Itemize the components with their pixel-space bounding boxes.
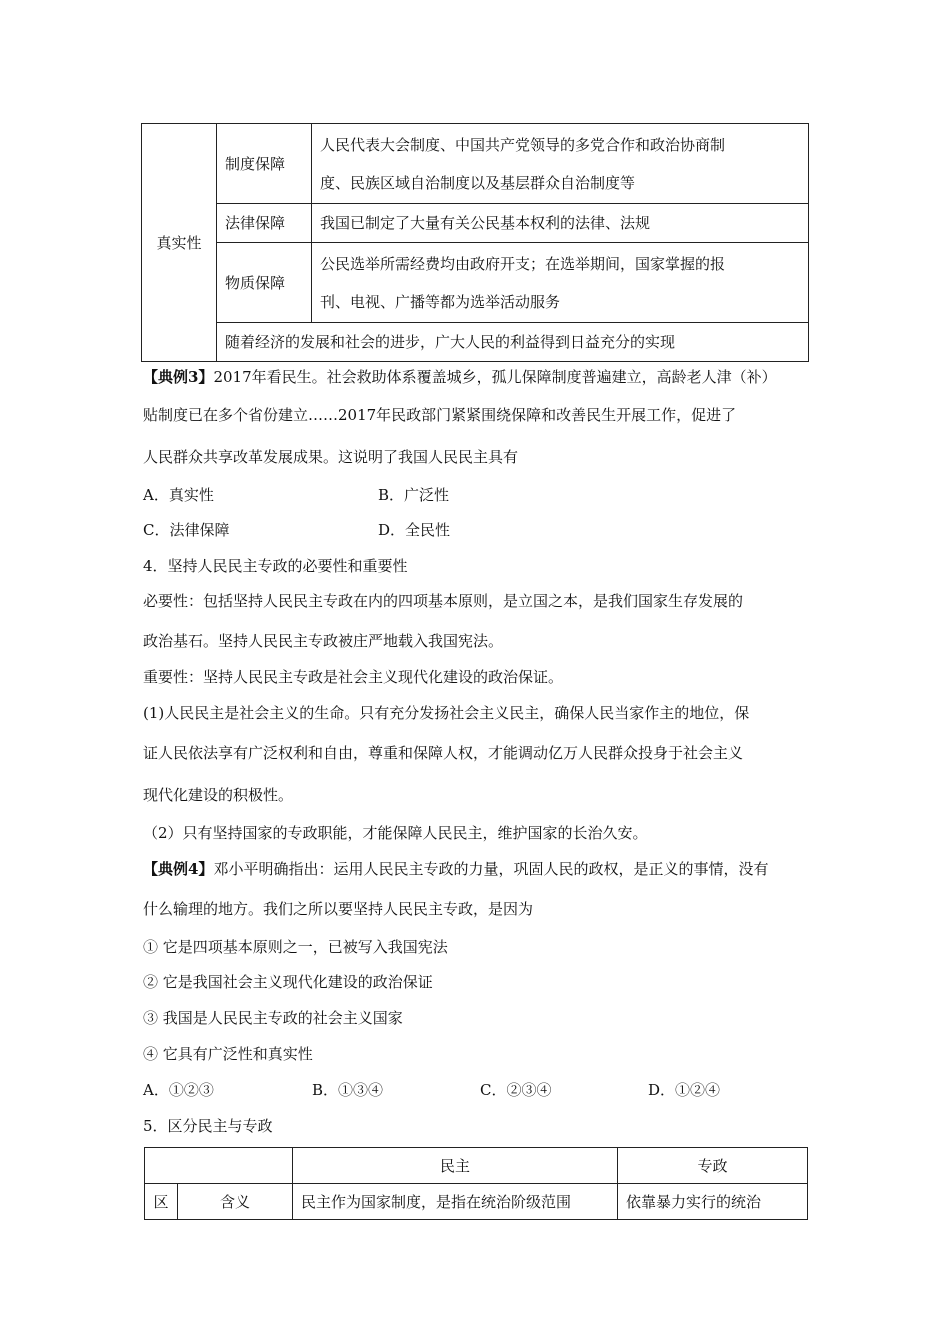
cell-democracy-meaning: 民主作为国家制度，是指在统治阶级范围 (292, 1184, 617, 1220)
example3-tag: 【典例3】 (143, 368, 214, 386)
guarantee-table (141, 123, 809, 362)
row-label-meaning: 含义 (178, 1184, 293, 1220)
content-law: 我国已制定了大量有关公民基本权利的法律、法规 (312, 204, 809, 243)
point1-line1: (1)人民民主是社会主义的生命。只有充分发扬社会主义民主，确保人民当家作主的地位，保 (143, 704, 750, 722)
statement-1: ① 它是四项基本原则之一，已被写入我国宪法 (143, 938, 448, 956)
point1-line3: 现代化建设的积极性。 (143, 786, 294, 804)
example3-option-a: A．真实性 (143, 486, 214, 504)
table-footer: 随着经济的发展和社会的进步，广大人民的利益得到日益充分的实现 (217, 323, 809, 362)
example3-option-c: C．法律保障 (143, 521, 230, 539)
example4-tag: 【典例4】 (143, 860, 214, 878)
row-head-authenticity: 真实性 (142, 124, 217, 362)
section5-title: 5．区分民主与专政 (143, 1117, 273, 1135)
necessity-line2: 政治基石。坚持人民民主专政被庄严地载入我国宪法。 (143, 632, 504, 650)
header-democracy: 民主 (292, 1148, 617, 1184)
row-label-difference: 区 (145, 1184, 178, 1220)
point2-line: （2）只有坚持国家的专政职能，才能保障人民民主，维护国家的长治久安。 (143, 824, 648, 842)
statement-2: ② 它是我国社会主义现代化建设的政治保证 (143, 973, 433, 991)
content-system: 人民代表大会制度、中国共产党领导的多党合作和政治协商制 度、民族区域自治制度以及基层群众自治制度等 (312, 124, 809, 204)
content-material: 公民选举所需经费均由政府开支；在选举期间，国家掌握的报 刊、电视、广播等都为选举活动服务 (312, 243, 809, 323)
empty-header-cell (145, 1148, 293, 1184)
label-law: 法律保障 (217, 204, 312, 243)
statement-4: ④ 它具有广泛性和真实性 (143, 1045, 313, 1063)
example4-option-d: D．①②④ (648, 1081, 721, 1099)
example4-option-c: C．②③④ (480, 1081, 552, 1099)
example3-line1: 【典例3】2017年看民生。社会救助体系覆盖城乡，孤儿保障制度普遍建立，高龄老人津（补） (143, 368, 777, 386)
point1-line2: 证人民依法享有广泛权利和自由，尊重和保障人权，才能调动亿万人民群众投身于社会主义 (143, 744, 744, 762)
example4-line2: 什么输理的地方。我们之所以要坚持人民民主专政，是因为 (143, 900, 534, 918)
statement-3: ③ 我国是人民民主专政的社会主义国家 (143, 1009, 403, 1027)
example4-option-a: A．①②③ (143, 1081, 214, 1099)
example3-option-d: D．全民性 (378, 521, 451, 539)
example3-line2: 贴制度已在多个省份建立……2017年民政部门紧紧围绕保障和改善民生开展工作，促进了 (143, 406, 737, 424)
label-system: 制度保障 (217, 124, 312, 204)
example4-option-b: B．①③④ (312, 1081, 384, 1099)
necessity-line1: 必要性：包括坚持人民民主专政在内的四项基本原则，是立国之本，是我们国家生存发展的 (143, 592, 744, 610)
section4-title: 4．坚持人民民主专政的必要性和重要性 (143, 557, 408, 575)
importance-line: 重要性：坚持人民民主专政是社会主义现代化建设的政治保证。 (143, 668, 564, 686)
democracy-dictatorship-table (144, 1147, 808, 1220)
cell-dictatorship-meaning: 依靠暴力实行的统治 (617, 1184, 807, 1220)
example3-line3: 人民群众共享改革发展成果。这说明了我国人民民主具有 (143, 448, 519, 466)
label-material: 物质保障 (217, 243, 312, 323)
example3-option-b: B．广泛性 (378, 486, 450, 504)
example4-line1: 【典例4】邓小平明确指出：运用人民民主专政的力量，巩固人民的政权，是正义的事情，没有 (143, 860, 769, 878)
header-dictatorship: 专政 (617, 1148, 807, 1184)
